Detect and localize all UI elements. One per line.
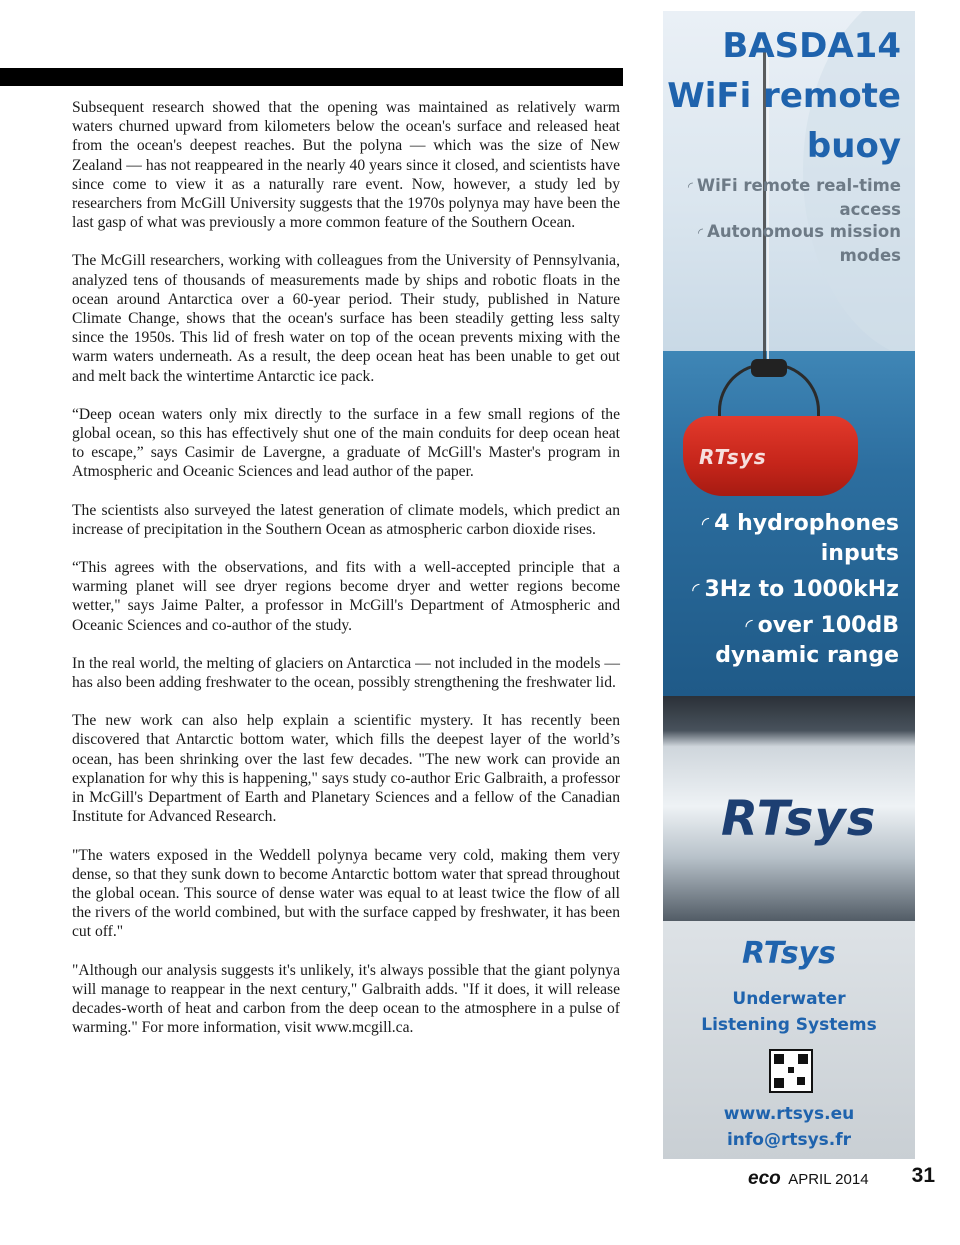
wifi-signal-icon: ◜ [701,513,710,535]
qr-code-icon[interactable] [769,1049,813,1093]
paragraph: The new work can also help explain a scientific mystery. It has recently been discovered that Antarctic bottom water, which fills the deepest layer of the world’s ocean, has been shrinking over the last few decades. "The new work can provide an explanation for why this is happening," says study co-author Eric Galbraith, a professor in McGill's Department of Earth and Planetary Sciences and a fellow of the Canadian Institute for Advanced Research. [72,712,620,826]
tagline-line: Listening Systems [701,1015,877,1035]
wifi-signal-icon: ◜ [745,615,753,637]
article-body [72,98,620,1056]
header-rule [0,68,623,86]
wifi-signal-icon: ◜ [692,579,700,601]
ad-title-line: WiFi remote [667,76,901,116]
feature-item: ◜ WiFi remote real-time access [687,176,901,219]
ad-title-line: buoy [806,126,901,166]
ad-contact [663,1101,915,1153]
ad-tagline [663,986,915,1038]
ad-title [667,21,901,171]
rtsys-logo: RTsys [742,936,836,971]
buoy-logo: RTsys [699,445,767,469]
ad-spec-list [663,509,899,677]
paragraph: The scientists also surveyed the latest generation of climate models, which predict an increase of precipitation in the Southern Ocean as atmospheric carbon dioxide rises. [72,501,620,538]
spec-item: ◜ 4 hydrophones inputs [701,511,899,566]
paragraph: "Although our analysis suggests it's unlikely, it's always possible that the giant polynya will manage to reappear in the next century," Galbraith adds. "If it does, it will release decades-worth of heat and carbon from the deep ocean to the atmosphere in a pulse of warming." For more information, visit www.mcgill.ca. [72,961,620,1037]
email-link[interactable]: info@rtsys.fr [726,1130,852,1150]
tagline-line: Underwater [732,989,846,1009]
page-footer [748,1164,938,1194]
wifi-signal-icon: ◜ [687,180,693,195]
paragraph: The McGill researchers, working with colleagues from the University of Pennsylvania, analyzed tens of thousands of measurements made by ships and robotic floats in the ocean around Antarctica over a 60-year period. Their study, published in Nature Climate Change, shows that the ocean's surface has been steadily getting less salty since the 1950s. This lid of fresh water on top of the ocean prevents mixing with the warm waters underneath. As a result, the deep ocean heat has been unable to get out and melt back the wintertime Antarctic ice pack. [72,252,620,385]
issue-date: APRIL 2014 [788,1171,869,1188]
paragraph: “Deep ocean waters only mix directly to the surface in a few small regions of the global ocean, so this has effectively shut one of the main conduits for deep ocean heat to escape,” says Casimir de Lavergne, a graduate of McGill's Master's program in Atmospheric and Oceanic Sciences and lead author of the paper. [72,405,620,481]
ad-feature-list [671,175,901,267]
ad-title-line: BASDA14 [722,26,901,66]
paragraph: "The waters exposed in the Weddell polynya became very cold, making them very dense, so that they sunk down to become Antarctic bottom water that spread throughout the global ocean. This source of dense water was equal to at least twice the flow of all the rivers of the world combined, but with the surface capped by freshwater, it has been cut off." [72,846,620,941]
paragraph: In the real world, the melting of glaciers on Antarctica — not included in the models — has also been adding freshwater to the ocean, possibly strengthening the freshwater lid. [72,654,620,692]
wifi-signal-icon: ◜ [698,226,704,241]
magazine-brand: eco [748,1168,781,1189]
feature-item: ◜ Autonomous mission modes [698,222,901,265]
spec-item: ◜ 3Hz to 1000kHz [692,577,899,602]
paragraph: Subsequent research showed that the opening was maintained as relatively warm waters churned upward from kilometers below the ocean's surface and released heat from the ocean's deepest reaches. But the polyna — which was the size of New Zealand — has not reappeared in the nearly 40 years since it closed, and scientists have since come to view it as a naturally rare event. Now, however, a study led by researchers from McGill University suggests that the 1970s polynya may have been the last gasp of what was previously a more common feature of the Southern Ocean. [72,99,620,232]
paragraph: “This agrees with the observations, and fits with a well-accepted principle that a warming planet will see dryer regions become dryer and wetter regions become wetter," says Jaime Palter, a professor in McGill's Department of Atmospheric and Oceanic Sciences and co-author of the study. [72,559,620,634]
advertisement[interactable] [663,11,915,1159]
buoy-top [751,359,787,377]
page-number: 31 [911,1164,935,1187]
case-logo: RTsys [721,791,877,847]
spec-item: ◜ over 100dB dynamic range [715,613,899,668]
website-link[interactable]: www.rtsys.eu [723,1104,855,1124]
